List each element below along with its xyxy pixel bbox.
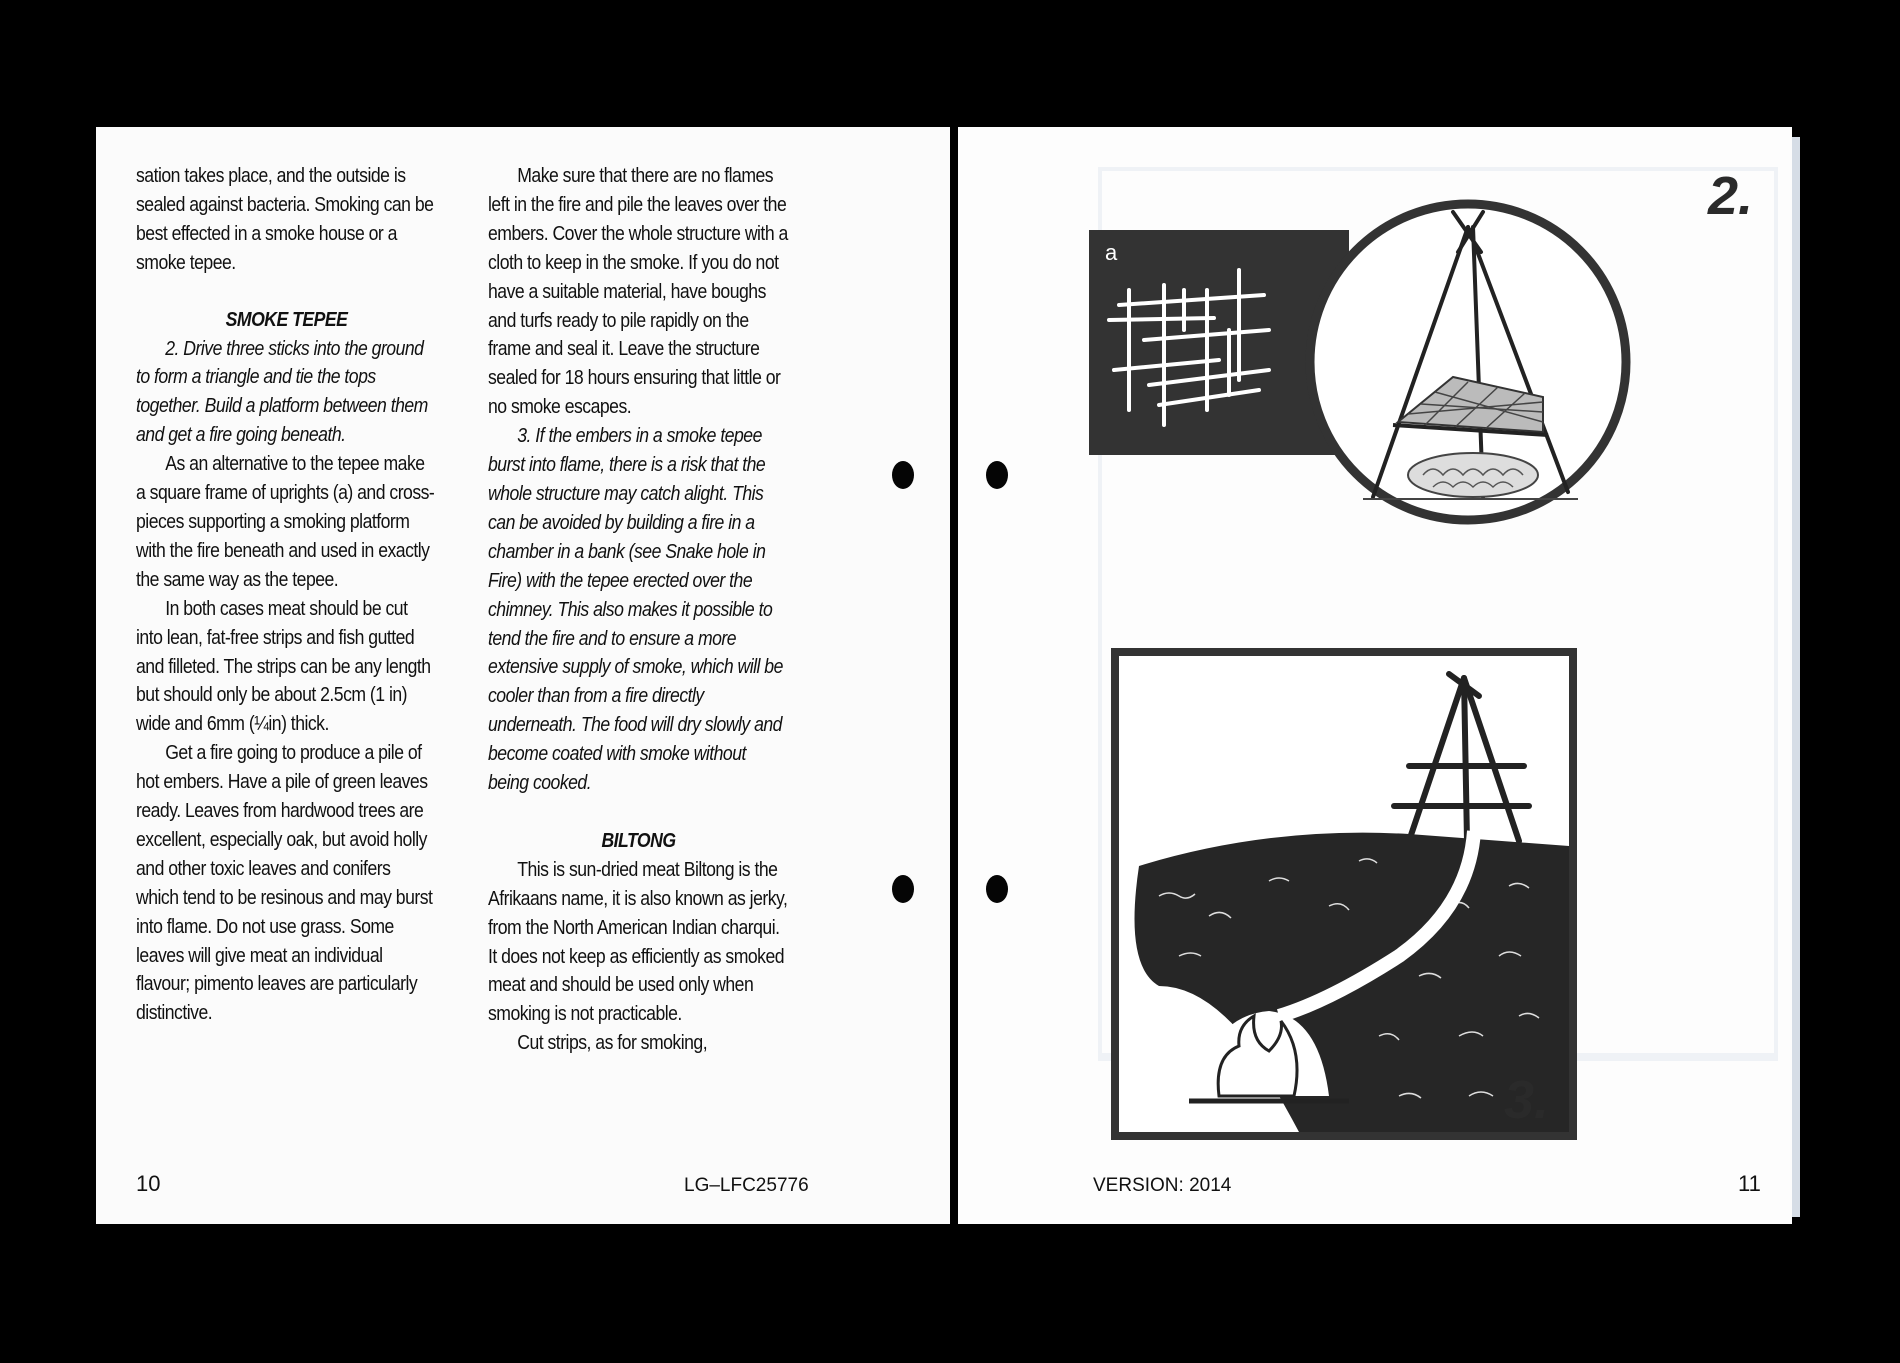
paragraph: Cut strips, as for smoking, [517, 1031, 708, 1055]
right-page [958, 127, 1792, 1224]
binding-hole [892, 461, 914, 489]
paragraph: As an alternative to the tepee make a square frame of uprights (a) and cross-pieces supporting a smoking platform with the fire beneath and used in exactly the same way as the tepee. [136, 452, 435, 591]
figure-3-label: 3. [1504, 1070, 1550, 1130]
paragraph: In both cases meat should be cut into lean, fat-free strips and fish gutted and filleted. The strips can be any length but should only be about 2.5cm (1 in) wide and 6mm (¼in) thick. [136, 596, 431, 736]
snake-hole-tepee-illustration [1119, 656, 1569, 1132]
binding-hole [986, 875, 1008, 903]
binding-hole [892, 875, 914, 903]
paragraph: sation takes place, and the outside is sealed against bacteria. Smoking can be best effected in a smoke house or a smoke tepee. [136, 164, 434, 274]
paragraph-instruction-3: 3. If the embers in a smoke tepee burst into flame, there is a risk that the whole structure may catch alight. This can be avoided by building a fire in a chamber in a bank (see Snake hole in Fire) with the tepee erected over the chimney. This also makes it possible to tend the fire and to ensure a more extensive supply of smoke, which will be cooler than from a fire directly underneath. The food will dry slowly and become coated with smoke without being cooked. [488, 424, 783, 795]
left-page [96, 127, 950, 1224]
text-column-1 [136, 162, 437, 1028]
section-heading-biltong: BILTONG [601, 828, 676, 852]
section-heading-smoke-tepee: SMOKE TEPEE [225, 307, 348, 331]
paragraph-instruction-2: 2. Drive three sticks into the ground to form a triangle and tie the tops together. Build a platform between them and get a fire going beneath. [136, 336, 428, 447]
inset-label-a: a [1105, 240, 1118, 265]
document-code: LG–LFC25776 [684, 1175, 809, 1196]
tepee-circle-illustration [1303, 197, 1633, 527]
binding-hole [986, 461, 1008, 489]
paragraph: Get a fire going to produce a pile of hot embers. Have a pile of green leaves ready. Leaves from hardwood trees are excellent, especially oak, but avoid holly and other toxic leaves and conifers which tend to be resinous and may burst into flame. Do not use grass. Some leaves will give meat an individual flavour; pimento leaves are particularly distinctive. [136, 741, 433, 1025]
figure-2-label: 2. [1708, 166, 1754, 226]
paragraph: Make sure that there are no flames left in the fire and pile the leaves over the embers. Cover the whole structure with a cloth to keep in the smoke. If you do not have a suitable material, have boughs and turfs ready to pile rapidly on the frame and seal it. Leave the structure sealed for 18 hours ensuring that little or no smoke escapes. [488, 164, 788, 419]
page-number-right: 11 [1738, 1171, 1761, 1196]
page-number-left: 10 [136, 1171, 161, 1196]
figure-3-bank-fire-illustration [1111, 648, 1577, 1140]
version-label: VERSION: 2014 [1093, 1175, 1232, 1196]
text-column-2 [488, 162, 789, 1058]
paragraph: This is sun-dried meat Biltong is the Afrikaans name, it is also known as jerky, from the North American Indian charqui. It does not keep as efficiently as smoked meat and should be used only when smoking is not practicable. [488, 857, 788, 1026]
